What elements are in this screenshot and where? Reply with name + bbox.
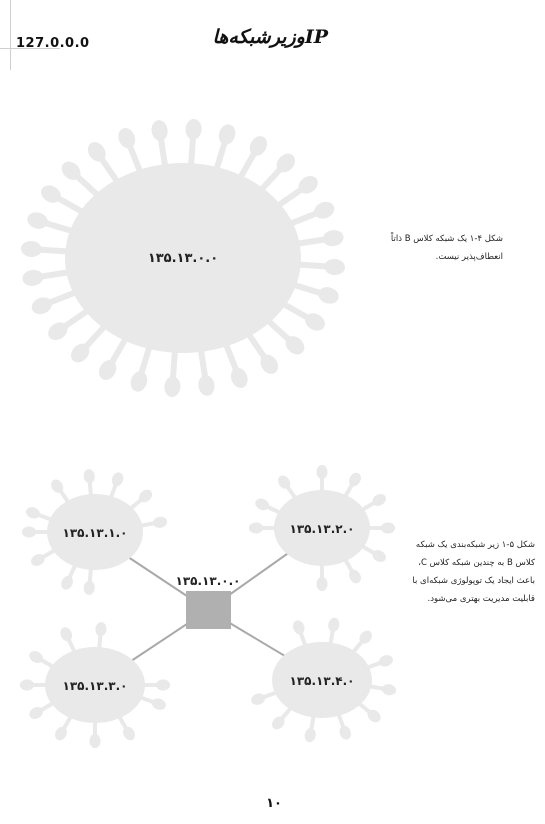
caption-line: کلاس B به چندین شبکه کلاس C، — [418, 558, 535, 568]
spike-knob — [150, 119, 169, 142]
subnet-cloud-3 — [20, 622, 170, 749]
spike-knob — [304, 727, 317, 743]
spike-knob — [59, 574, 75, 592]
spike-knob — [20, 680, 34, 691]
spike-knob — [83, 580, 95, 595]
spike-knob — [164, 376, 181, 398]
spike-knob — [156, 680, 170, 691]
spike-knob — [128, 369, 149, 394]
spike-knob — [324, 258, 346, 275]
caption-line: باعث ایجاد یک توپولوژی شبکه‌ای با — [412, 576, 535, 586]
spike-knob — [197, 374, 216, 397]
spike-knob — [316, 285, 341, 306]
spike-knob — [327, 617, 340, 633]
spike-knob — [152, 516, 168, 529]
spike-knob — [249, 523, 263, 534]
spike-knob — [312, 199, 337, 222]
spike-knob — [185, 118, 202, 140]
subnet-label-1: ۱۳۵.۱۳.۱.۰ — [62, 526, 128, 540]
subnet-label-3: ۱۳۵.۱۳.۳.۰ — [62, 679, 128, 693]
caption-line: شکل ۵-۱ زیر شبکه‌بندی یک شبکه — [415, 540, 535, 550]
spike-knob — [21, 268, 44, 287]
spike-knob — [381, 683, 397, 696]
spike-knob — [338, 724, 353, 741]
router-box — [186, 591, 231, 629]
spike-knob — [29, 294, 54, 317]
router-network-label: ۱۳۵.۱۳.۰.۰ — [175, 574, 241, 588]
subnet-label-2: ۱۳۵.۱۳.۲.۰ — [289, 522, 355, 536]
spike-knob — [216, 122, 237, 147]
network-label: ۱۳۵.۱۳.۰.۰ — [147, 251, 219, 266]
spike-knob — [95, 622, 107, 637]
spike-knob — [228, 365, 251, 390]
spike-knob — [250, 692, 267, 707]
page-number: ۱۰ — [266, 796, 282, 811]
spike-knob — [317, 465, 328, 479]
subnet-cloud-4 — [250, 617, 397, 743]
page-title: IPوزیرشبکه‌ها — [212, 26, 328, 48]
spike-knob — [25, 210, 50, 231]
spike-knob — [322, 229, 345, 248]
subnet-cloud-1 — [22, 469, 168, 596]
spike-knob — [22, 527, 36, 538]
header-ip-label: 127.0.0.0 — [16, 36, 90, 51]
spike-knob — [317, 577, 328, 591]
spike-knob — [381, 523, 395, 534]
spike-knob — [377, 653, 394, 668]
spike-knob — [291, 619, 306, 636]
figure-2-caption — [412, 536, 535, 608]
subnet-cloud-2 — [249, 465, 395, 591]
spike-knob — [150, 697, 167, 712]
figure-2-subnet-topology — [20, 465, 397, 748]
spike-knob — [110, 471, 125, 488]
caption-line: قابلیت مدیریت بهتری می‌شود. — [427, 594, 535, 604]
spike-knob — [115, 126, 138, 151]
spike-knob — [253, 496, 271, 512]
spike-knob — [58, 625, 74, 643]
spike-knob — [20, 240, 42, 257]
spike-knob — [90, 734, 101, 748]
figure-1-network-cloud — [20, 118, 345, 397]
spike-knob — [83, 469, 95, 484]
figure-1-caption — [391, 230, 503, 266]
caption-line: شکل ۴-۱ یک شبکه کلاس B ذاتاً — [390, 234, 503, 244]
caption-line: انعطاف‌پذیر نیست. — [435, 252, 503, 262]
spike-knob — [24, 505, 41, 520]
subnet-label-4: ۱۳۵.۱۳.۴.۰ — [289, 674, 355, 688]
